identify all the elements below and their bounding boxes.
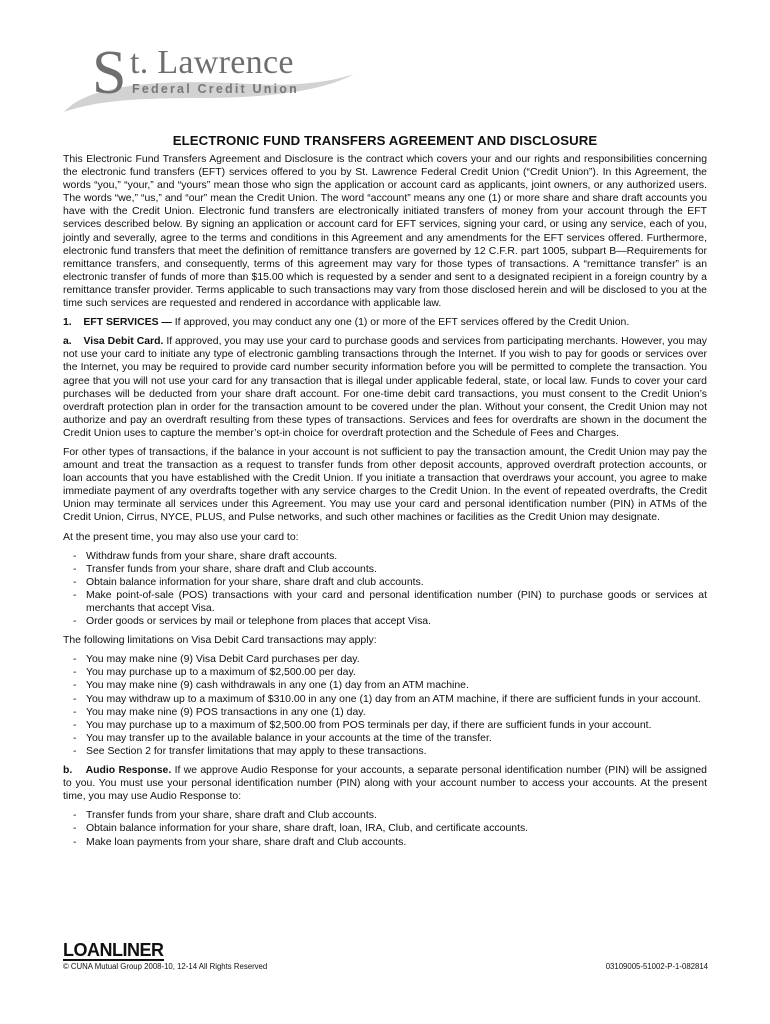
section-1-text: If approved, you may conduct any one (1) or more of the EFT services offered by the Credit Union. xyxy=(171,317,630,329)
list-item: - Obtain balance information for your share, share draft, loan, IRA, Club, and certificate accounts. xyxy=(73,823,529,835)
list-item-text: You may withdraw up to a maximum of $310.00 in any one (1) day from an ATM machine, if there are sufficient funds in your account. xyxy=(86,693,701,705)
list-item-text: Withdraw funds from your share, share draft accounts. xyxy=(86,550,338,562)
list-item-text: You may purchase up to a maximum of $2,500.00 from POS terminals per day, if there are sufficient funds in your account. xyxy=(86,719,652,731)
audio-paragraph-1 xyxy=(63,764,707,803)
list-item-text: You may make nine (9) POS transactions in any one (1) day. xyxy=(86,706,366,718)
audio-text: If we approve Audio Response for your accounts, a separate personal identification number (PIN) will be assigned to you. You must use your personal identification number (PIN) along with your account number to access your accounts. At the present time, you may use Audio Response to: xyxy=(63,765,707,803)
list-item-text: Order goods or services by mail or telephone from places that accept Visa. xyxy=(86,616,431,628)
form-number: 03109005-51002-P-1-082814 xyxy=(605,962,708,971)
audio-heading: Audio Response. xyxy=(85,765,172,777)
visa-paragraph-3: At the present time, you may also use your card to: xyxy=(63,531,299,543)
list-item-text: Transfer funds from your share, share draft and Club accounts. xyxy=(86,563,377,575)
list-item-text: Make point-of-sale (POS) transactions with your card and personal identification number (PIN) to purchase goods or services at merchants that accept Visa. xyxy=(86,589,707,614)
visa-uses-list xyxy=(63,550,707,629)
visa-heading: Visa Debit Card. xyxy=(83,336,164,348)
list-item: - Transfer funds from your share, share draft and Club accounts. xyxy=(73,810,377,822)
section-1-heading: EFT SERVICES — xyxy=(83,317,172,329)
list-item-text: Make loan payments from your share, share draft and Club accounts. xyxy=(86,836,407,848)
copyright-notice: © CUNA Mutual Group 2008-10, 12-14 All Rights Reserved xyxy=(63,962,268,971)
logo-name: t. Lawrence xyxy=(130,44,294,81)
list-item: - You may make nine (9) cash withdrawals in any one (1) day from an ATM machine. xyxy=(73,680,469,692)
list-item: - Make loan payments from your share, share draft and Club accounts. xyxy=(73,836,407,848)
list-item: - Obtain balance information for your share, share draft and club accounts. xyxy=(73,576,424,588)
audio-uses-list xyxy=(63,809,707,848)
list-item: - You may purchase up to a maximum of $2,500.00 per day. xyxy=(73,667,356,679)
visa-paragraph-2: For other types of transactions, if the balance in your account is not sufficient to pay the transaction amount, the Credit Union may pay the amount and treat the transaction as a request to transfer funds from other deposit accounts, approved overdraft protection accounts, or loan accounts that you have established with the Credit Union. If you initiate a transaction that overdraws your account, you agree to make immediate payment of any overdrafts together with any service charges to the Credit Union. In the event of repeated overdrafts, the Credit Union may terminate all services under this Agreement. You may use your card and personal identification number (PIN) in ATMs of the Credit Union, Cirrus, NYCE, PLUS, and Pulse networks, and such other machines or facilities as the Credit Union may designate. xyxy=(63,446,707,524)
list-item-text: Obtain balance information for your share, share draft and club accounts. xyxy=(86,576,424,588)
list-item: - See Section 2 for transfer limitations that may apply to these transactions. xyxy=(73,745,427,757)
list-item-text: Transfer funds from your share, share draft and Club accounts. xyxy=(86,810,377,822)
list-item: - You may make nine (9) Visa Debit Card purchases per day. xyxy=(73,654,360,666)
intro-paragraph: This Electronic Fund Transfers Agreement and Disclosure is the contract which covers your and our rights and responsibilities concerning the electronic fund transfers (EFT) services offered to you by St. Lawrence Federal Credit Union (“Credit Union”). In this Agreement, the words “you,” “your,” and “yours” mean those who sign the application or account card as applicants, joint owners, or any authorized users. The words “we,” “us,” and “our” mean the Credit Union. The word “account” means any one (1) or more share and share draft accounts you have with the Credit Union. Electronic fund transfers are electronically initiated transfers of money from your account through the EFT services described below. By signing an application or account card for EFT services, signing your card, or using any service, each of you, jointly and severally, agree to the terms and conditions in this Agreement and any amendments for the EFT services offered. Furthermore, electronic fund transfers that meet the definition of remittance transfers are governed by 12 C.F.R. part 1005, subpart B—Requirements for remittance transfers, and consequently, terms of this agreement may vary for those types of transactions. A “remittance transfer” is an electronic transfer of funds of more than $15.00 which is requested by a sender and sent to a designated recipient in a foreign country by a remittance transfer provider. Terms applicable to such transactions may vary from those disclosed herein and will be disclosed to you at the time such services are requested and rendered in accordance with applicable law. xyxy=(63,154,707,310)
logo-initial: S xyxy=(92,39,127,107)
list-item: - You may withdraw up to a maximum of $310.00 in any one (1) day from an ATM machine, if there are sufficient funds in your account. xyxy=(73,693,701,705)
list-item-text: Obtain balance information for your share, share draft, loan, IRA, Club, and certificate accounts. xyxy=(86,823,529,835)
document-body xyxy=(63,133,707,855)
visa-text: If approved, you may use your card to purchase goods and services from participating merchants. However, you may not use your card to initiate any type of electronic gambling transactions through the Internet. If you wish to pay for goods or services over the Internet, you may be required to provide card number security information before you will be permitted to complete the transaction. You agree that you will not use your card for any transaction that is illegal under applicable federal, state, or local law. Funds to cover your card purchases will be deducted from your share draft account. For one-time debit card transactions, you must consent to the Credit Union’s overdraft protection plan in order for the transaction amount to be covered under the plan. Without your consent, the Credit Union may not authorize and pay an overdraft resulting from these types of transactions. Services and fees for overdrafts are shown in the document the Credit Union uses to capture the member’s opt-in choice for overdraft protection and the Schedule of Fees and Charges. xyxy=(63,336,708,439)
list-item: - You may make nine (9) POS transactions in any one (1) day. xyxy=(73,706,366,718)
list-item-text: You may purchase up to a maximum of $2,500.00 per day. xyxy=(86,667,356,679)
list-item-text: You may make nine (9) cash withdrawals in any one (1) day from an ATM machine. xyxy=(86,680,469,692)
list-item: - Transfer funds from your share, share draft and Club accounts. xyxy=(73,563,377,575)
visa-paragraph-1 xyxy=(63,335,707,440)
list-item: - Withdraw funds from your share, share draft accounts. xyxy=(73,550,338,562)
section-1-number: 1. xyxy=(63,317,72,329)
list-item-text: You may make nine (9) Visa Debit Card purchases per day. xyxy=(86,654,360,666)
document-title: ELECTRONIC FUND TRANSFERS AGREEMENT AND DISCLOSURE xyxy=(172,133,598,148)
visa-limits-list xyxy=(63,653,707,758)
visa-label: a. xyxy=(63,336,72,348)
audio-label: b. xyxy=(63,765,73,777)
loanliner-logo: LOANLINER xyxy=(63,940,164,960)
list-item: - Make point-of-sale (POS) transactions with your card and personal identification number (PIN) to purchase goods or services at merchants that accept Visa. xyxy=(73,589,707,614)
list-item: - Order goods or services by mail or telephone from places that accept Visa. xyxy=(73,616,431,628)
list-item-text: See Section 2 for transfer limitations that may apply to these transactions. xyxy=(86,745,427,757)
logo-subtitle: Federal Credit Union xyxy=(132,82,299,96)
credit-union-logo xyxy=(62,40,362,120)
list-item: - You may purchase up to a maximum of $2,500.00 from POS terminals per day, if there are sufficient funds in your account. xyxy=(73,719,652,731)
section-1 xyxy=(63,316,707,329)
visa-paragraph-4: The following limitations on Visa Debit Card transactions may apply: xyxy=(63,635,377,647)
list-item: - You may transfer up to the available balance in your accounts at the time of the transfer. xyxy=(73,732,492,744)
list-item-text: You may transfer up to the available balance in your accounts at the time of the transfer. xyxy=(86,732,492,744)
